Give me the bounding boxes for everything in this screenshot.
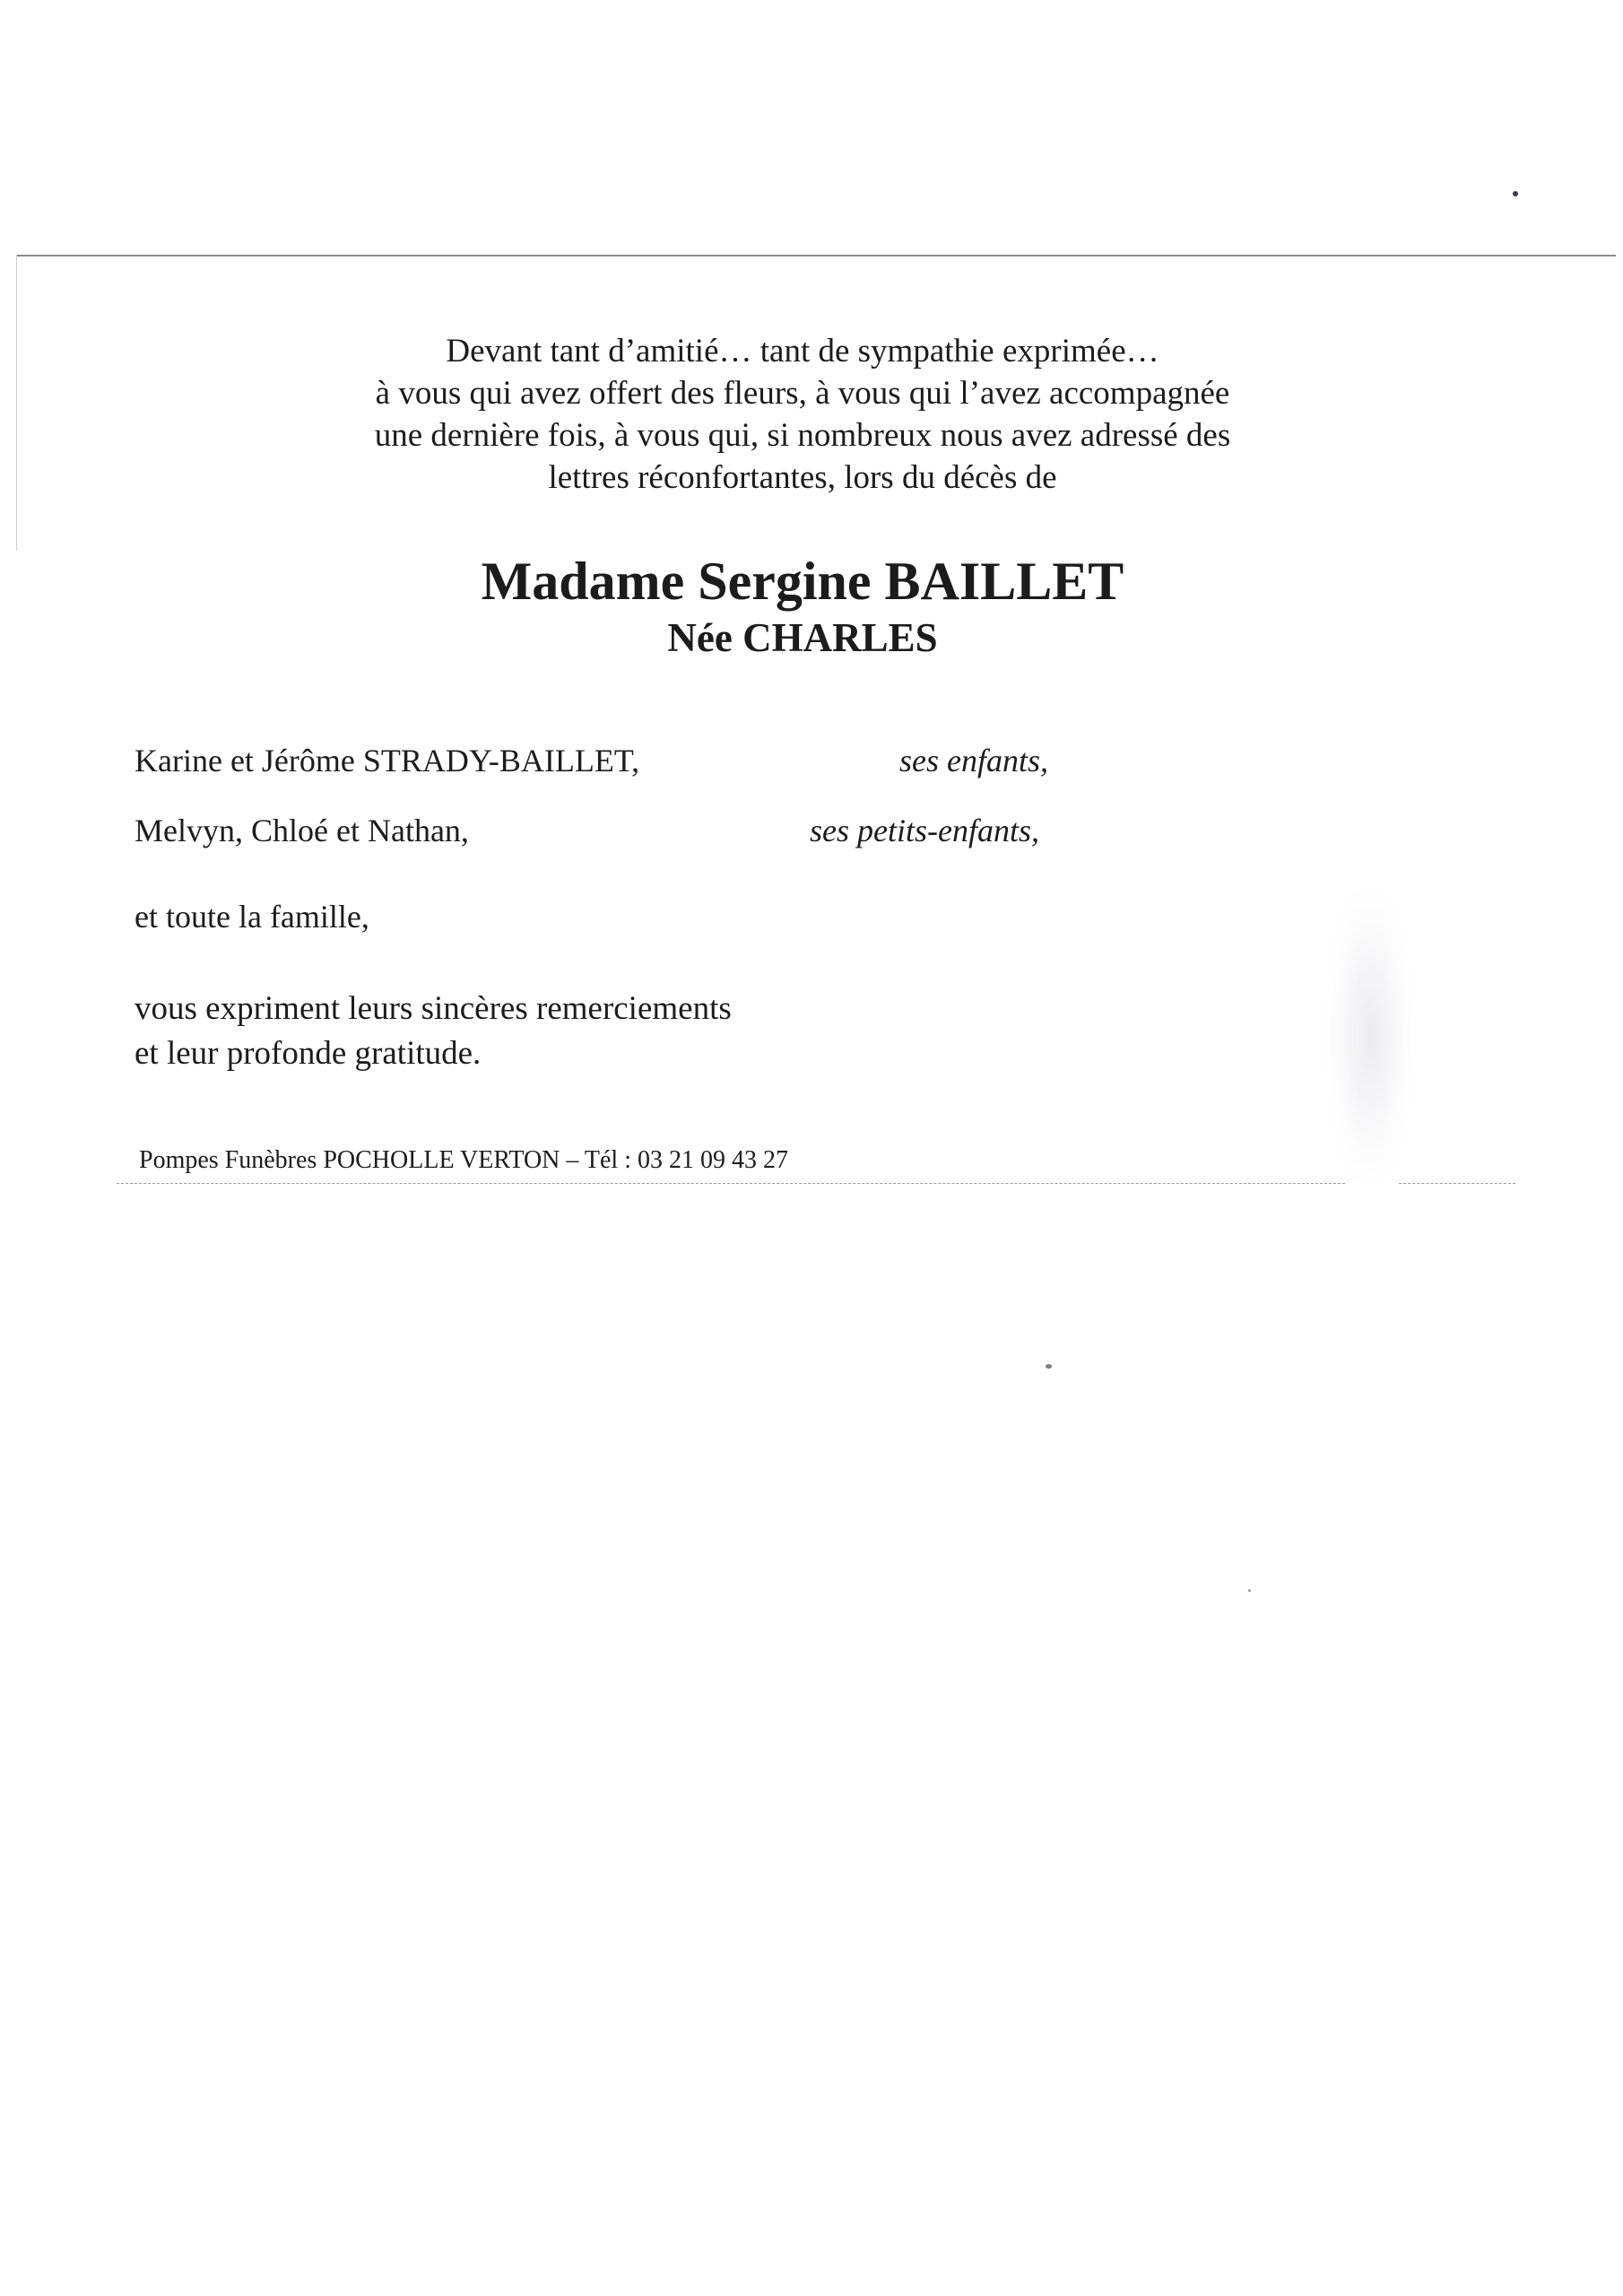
top-divider	[16, 255, 1616, 257]
family-relation: ses petits-enfants,	[810, 813, 1039, 848]
intro-line: lettres réconfortantes, lors du décès de	[548, 459, 1057, 496]
scan-speck	[1513, 191, 1518, 196]
bottom-divider-right	[1399, 1183, 1515, 1184]
thanks-paragraph	[135, 987, 732, 1076]
scan-smudge	[1327, 888, 1412, 1184]
family-names: Karine et Jérôme STRADY-BAILLET,	[135, 743, 640, 778]
bottom-divider	[117, 1183, 1345, 1184]
scan-speck	[1046, 1364, 1052, 1369]
family-relation: ses enfants,	[899, 743, 1048, 778]
family-names: Melvyn, Chloé et Nathan,	[135, 813, 469, 848]
maiden-name: Née CHARLES	[667, 615, 938, 660]
thanks-line: et leur profonde gratitude.	[135, 1035, 482, 1072]
deceased-name: Madame Sergine BAILLET	[481, 552, 1124, 611]
intro-line: à vous qui avez offert des fleurs, à vous qui l’avez accompagnée	[375, 375, 1230, 412]
intro-line: une dernière fois, à vous qui, si nombreux nous avez adressé des	[374, 417, 1231, 454]
whole-family-line: et toute la famille,	[135, 899, 369, 935]
funeral-home-footer: Pompes Funèbres POCHOLLE VERTON – Tél : 03 21 09 43 27	[139, 1146, 788, 1174]
intro-line: Devant tant d’amitié… tant de sympathie exprimée…	[446, 333, 1159, 370]
thanks-line: vous expriment leurs sincères remerciements	[135, 990, 732, 1027]
left-edge-line	[16, 255, 17, 551]
intro-paragraph	[296, 330, 1309, 499]
scan-speck	[1248, 1589, 1251, 1592]
